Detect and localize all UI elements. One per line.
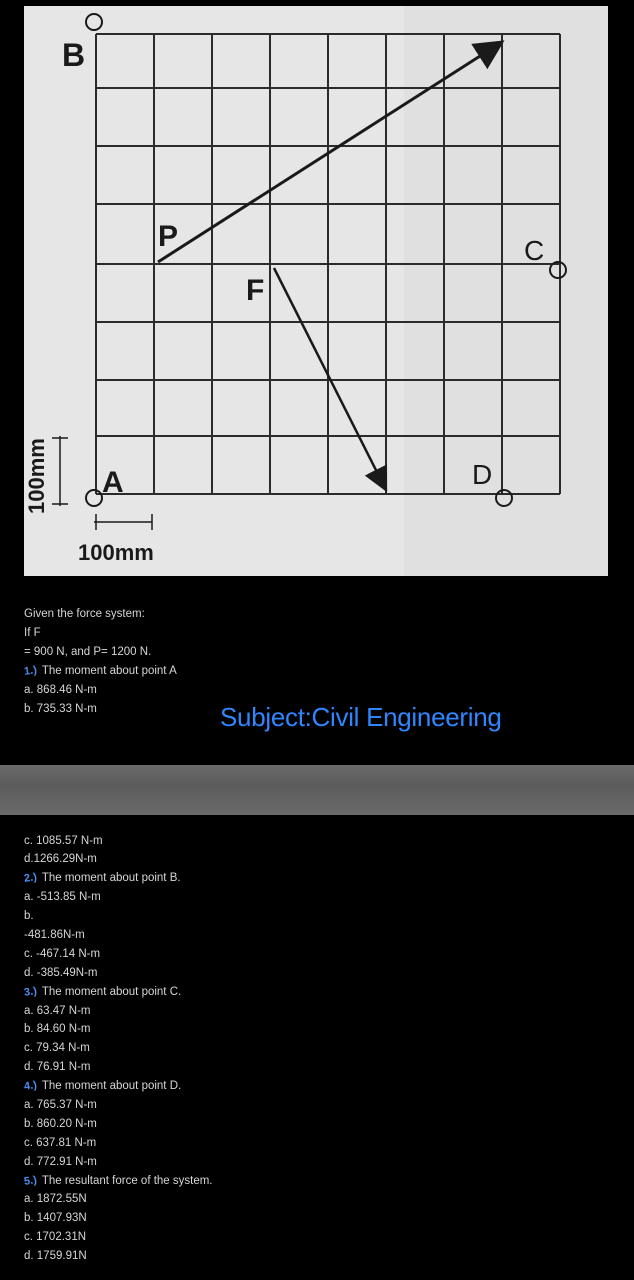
q3-option-d: d. 76.91 N-m: [24, 1061, 91, 1073]
problem-line-2: If F: [24, 627, 41, 639]
question-5: [24, 1174, 213, 1188]
problem-line-3: = 900 N, and P= 1200 N.: [24, 646, 152, 658]
question-3-text: The moment about point C.: [41, 986, 182, 998]
diagram-photo: [24, 6, 608, 576]
q2-option-b-label: b.: [24, 910, 34, 922]
label-b: B: [62, 37, 86, 73]
q5-option-a: a. 1872.55N: [24, 1193, 87, 1205]
q3-option-c: c. 79.34 N-m: [24, 1042, 90, 1054]
q1-option-b: b. 735.33 N-m: [24, 703, 97, 715]
label-a: A: [102, 466, 124, 499]
question-1-text: The moment about point A: [41, 665, 177, 677]
subject-label: Subject:Civil Engineering: [220, 702, 502, 732]
q4-option-a: a. 765.37 N-m: [24, 1099, 97, 1111]
q3-option-b: b. 84.60 N-m: [24, 1023, 91, 1035]
q5-option-b: b. 1407.93N: [24, 1212, 87, 1224]
q1-option-d: d.1266.29N-m: [24, 853, 97, 865]
label-d: D: [472, 459, 493, 490]
question-1: [24, 664, 177, 678]
q2-option-c: c. -467.14 N-m: [24, 948, 101, 960]
question-4: [24, 1079, 181, 1093]
question-5-number: 5.): [23, 1174, 38, 1188]
q4-option-b: b. 860.20 N-m: [24, 1118, 97, 1130]
label-f: F: [246, 274, 265, 307]
label-p: P: [158, 220, 179, 253]
q3-option-a: a. 63.47 N-m: [24, 1005, 91, 1017]
question-2: [24, 871, 181, 885]
problem-intro: Given the force system:: [24, 608, 145, 620]
q1-option-c: c. 1085.57 N-m: [24, 835, 103, 847]
question-1-number: 1.): [23, 664, 38, 678]
bottom-panel: [0, 815, 634, 1280]
q2-option-b: -481.86N-m: [24, 929, 85, 941]
question-5-text: The resultant force of the system.: [41, 1175, 213, 1187]
question-4-text: The moment about point D.: [41, 1080, 182, 1092]
label-dim-vertical: 100mm: [24, 438, 49, 514]
q5-option-c: c. 1702.31N: [24, 1231, 87, 1243]
q4-option-c: c. 637.81 N-m: [24, 1137, 97, 1149]
q5-option-d: d. 1759.91N: [24, 1250, 87, 1262]
question-2-text: The moment about point B.: [41, 872, 181, 884]
label-dim-horizontal: 100mm: [78, 540, 154, 565]
label-c: C: [524, 235, 545, 266]
q4-option-d: d. 772.91 N-m: [24, 1156, 97, 1168]
q1-option-a: a. 868.46 N-m: [24, 684, 97, 696]
q2-option-d: d. -385.49N-m: [24, 967, 98, 979]
question-4-number: 4.): [23, 1079, 38, 1093]
force-system-diagram: [24, 6, 608, 576]
question-2-number: 2.): [23, 871, 38, 885]
separator-bar: [0, 765, 634, 815]
question-3: [24, 985, 181, 999]
q2-option-a: a. -513.85 N-m: [24, 891, 101, 903]
question-3-number: 3.): [23, 985, 38, 999]
